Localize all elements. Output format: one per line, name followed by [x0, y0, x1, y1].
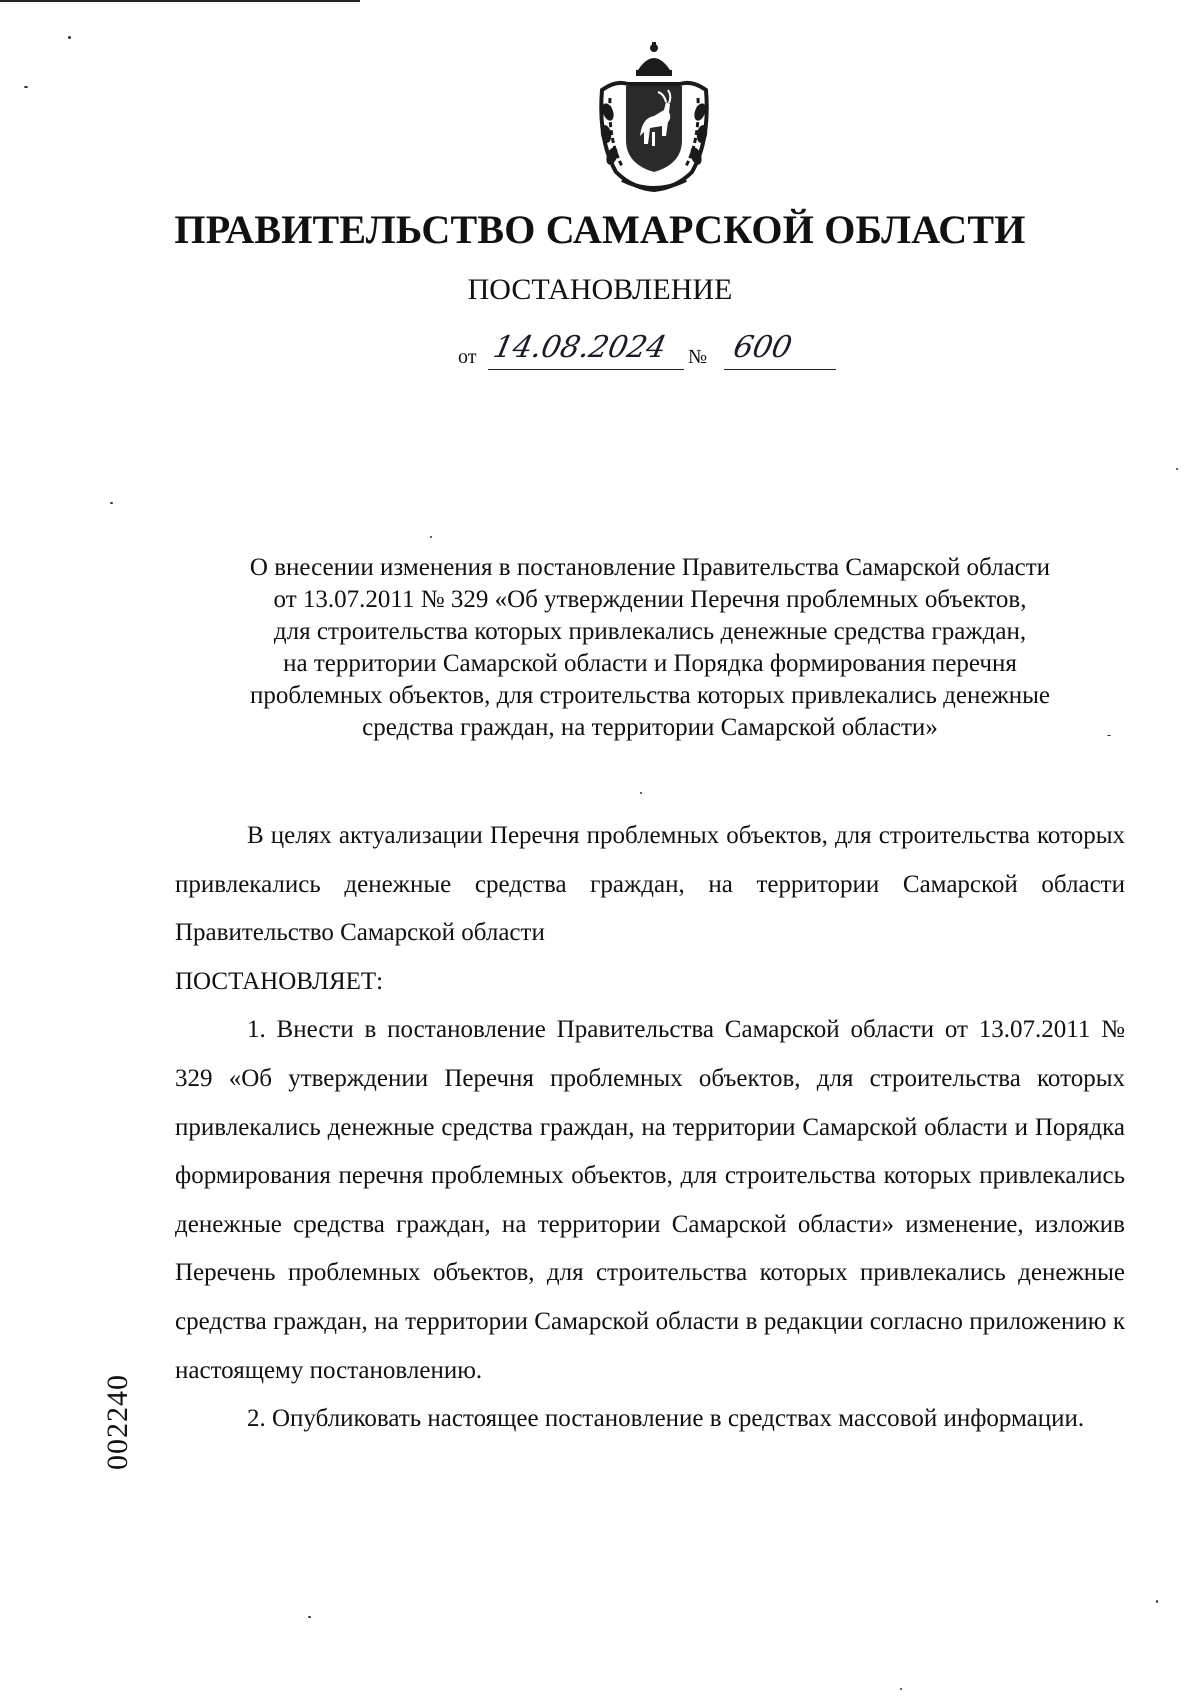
scan-speck — [430, 536, 432, 538]
coat-of-arms-icon — [592, 40, 716, 192]
decree-word: ПОСТАНОВЛЯЕТ: — [175, 967, 384, 995]
top-border-line — [0, 0, 360, 2]
subject-line: на территории Самарской области и Порядка формирования перечня — [283, 650, 1017, 677]
scan-speck — [1156, 1600, 1158, 1603]
date-prefix: от — [458, 346, 477, 368]
scan-speck — [640, 792, 642, 794]
scan-speck — [68, 36, 71, 39]
scan-speck — [308, 1616, 311, 1618]
subject-line: О внесении изменения в постановление Правительства Самарской области — [249, 554, 1051, 581]
organization-title: ПРАВИТЕЛЬСТВО САМАРСКОЙ ОБЛАСТИ — [174, 207, 1026, 252]
number-prefix: № — [688, 346, 708, 368]
subject-line: проблемных объектов, для строительства которых привлекались денежные — [249, 682, 1051, 709]
preamble-paragraph: В целях актуализации Перечня проблемных объектов, для строительства которых привлекались денежные средства граждан, на территории Самарской области Правительство Самарской области — [175, 822, 1125, 947]
number-underline — [724, 369, 836, 370]
document-subject — [170, 552, 1130, 744]
scan-speck — [900, 1688, 902, 1690]
subject-line: средства граждан, на территории Самарской области» — [362, 714, 938, 741]
side-serial-number: 002240 — [101, 1374, 134, 1470]
item-1-paragraph: 1. Внести в постановление Правительства Самарской области от 13.07.2011 № 329 «Об утверждении Перечня проблемных объектов, для строительства которых привлекались денежные средства граждан, на территории Самарской области и Порядка формирования перечня проблемных объектов, для строительства которых привлекались денежные средства граждан, на территории Самарской области» изменение, изложив Перечень проблемных объектов, для строительства которых привлекались денежные средства граждан, на территории Самарской области в редакции согласно приложению к настоящему постановлению. — [175, 1016, 1125, 1384]
document-type: ПОСТАНОВЛЕНИЕ — [467, 273, 733, 306]
subject-line: для строительства которых привлекались денежные средства граждан, — [273, 618, 1027, 645]
handwritten-date: 14.08.2024 — [490, 330, 670, 365]
item-2-paragraph: 2. Опубликовать настоящее постановление в средствах массовой информации. — [247, 1405, 1085, 1433]
scan-speck — [1176, 468, 1178, 470]
handwritten-number: 600 — [730, 330, 795, 365]
date-underline — [488, 369, 684, 370]
document-body — [175, 812, 1125, 1444]
scan-speck — [1107, 735, 1111, 736]
subject-line: от 13.07.2011 № 329 «Об утверждении Перечня проблемных объектов, — [273, 586, 1027, 613]
scan-speck — [110, 502, 113, 504]
scan-speck — [24, 86, 28, 88]
